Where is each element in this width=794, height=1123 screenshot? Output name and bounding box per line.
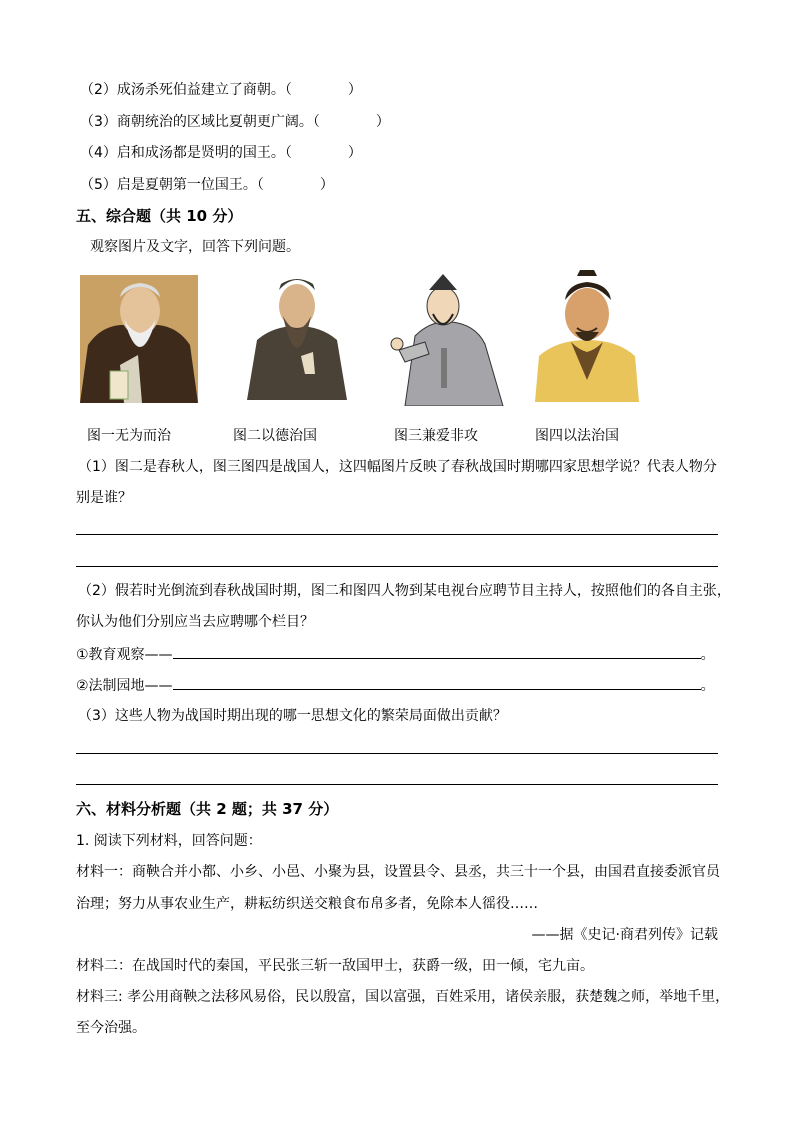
- caption-4: 图四以法治国: [535, 428, 619, 444]
- portrait-hanfei-image: [535, 270, 641, 402]
- material-1-line1: 材料一：商鞅合并小都、小乡、小邑、小聚为县，设置县令、县丞，共三十一个县，由国君直接委派官员: [76, 864, 720, 880]
- section-title-5: 五、综合题（共 10 分）: [76, 207, 243, 225]
- judge-item-4: （4）启和成汤都是贤明的国王。（ ）: [80, 145, 362, 161]
- question-5-2-line2: 你认为他们分别应当去应聘哪个栏目？: [76, 614, 314, 630]
- answer-education: [76, 644, 715, 665]
- answer-legal-label: ②法制园地——: [76, 678, 173, 694]
- blank-legal-field[interactable]: [173, 675, 701, 690]
- answer-period: 。: [700, 647, 715, 663]
- material-3-line1: 材料三: 孝公用商鞅之法移风易俗，民以殷富，国以富强，百姓采用，诸侯亲服，获楚魏之师，举地千里，: [76, 989, 730, 1005]
- question-5-1-line2: 别是谁？: [76, 490, 132, 506]
- section-5-intro: 观察图片及文字，回答下列问题。: [90, 239, 300, 255]
- caption-1: 图一无为而治: [87, 428, 171, 444]
- judge-item-2: （2）成汤杀死伯益建立了商朝。（ ）: [80, 82, 362, 98]
- answer-line: [76, 784, 718, 785]
- answer-education-label: ①教育观察——: [76, 647, 173, 663]
- material-3-line2: 至今治强。: [76, 1020, 146, 1036]
- blank-education-field[interactable]: [173, 644, 701, 659]
- judge-item-5: （5）启是夏朝第一位国王。（ ）: [80, 177, 334, 193]
- answer-period: 。: [700, 678, 715, 694]
- portrait-mozi-image: [385, 272, 507, 406]
- material-2: 材料二：在战国时代的秦国，平民张三斩一敌国甲士，获爵一级，田一倾，宅九亩。: [76, 958, 594, 974]
- portrait-confucius-image: [243, 270, 351, 400]
- question-5-1-line1: （1）图二是春秋人，图三图四是战国人，这四幅图片反映了春秋战国时期哪四家思想学说？代表人物分: [78, 459, 717, 475]
- question-5-2-line1: （2）假若时光倒流到春秋战国时期，图二和图四人物到某电视台应聘节目主持人，按照他们的各自主张，: [78, 583, 731, 599]
- answer-line: [76, 753, 718, 754]
- section-title-6: 六、材料分析题（共 2 题；共 37 分）: [76, 800, 339, 818]
- question-6-1: 1. 阅读下列材料，回答问题：: [76, 833, 262, 849]
- caption-2: 图二以德治国: [233, 428, 317, 444]
- material-1-source: ——据《史记·商君列传》记载: [531, 927, 718, 943]
- judge-item-3: （3）商朝统治的区域比夏朝更广阔。（ ）: [80, 114, 390, 130]
- portrait-laozi-image: [80, 275, 198, 403]
- caption-3: 图三兼爱非攻: [394, 428, 478, 444]
- answer-line: [76, 566, 718, 567]
- answer-legal: [76, 675, 715, 696]
- question-5-3: （3）这些人物为战国时期出现的哪一思想文化的繁荣局面做出贡献？: [78, 708, 507, 724]
- answer-line: [76, 534, 718, 535]
- material-1-line2: 治理；努力从事农业生产，耕耘纺织送交粮食布帛多者，免除本人徭役……: [76, 896, 538, 912]
